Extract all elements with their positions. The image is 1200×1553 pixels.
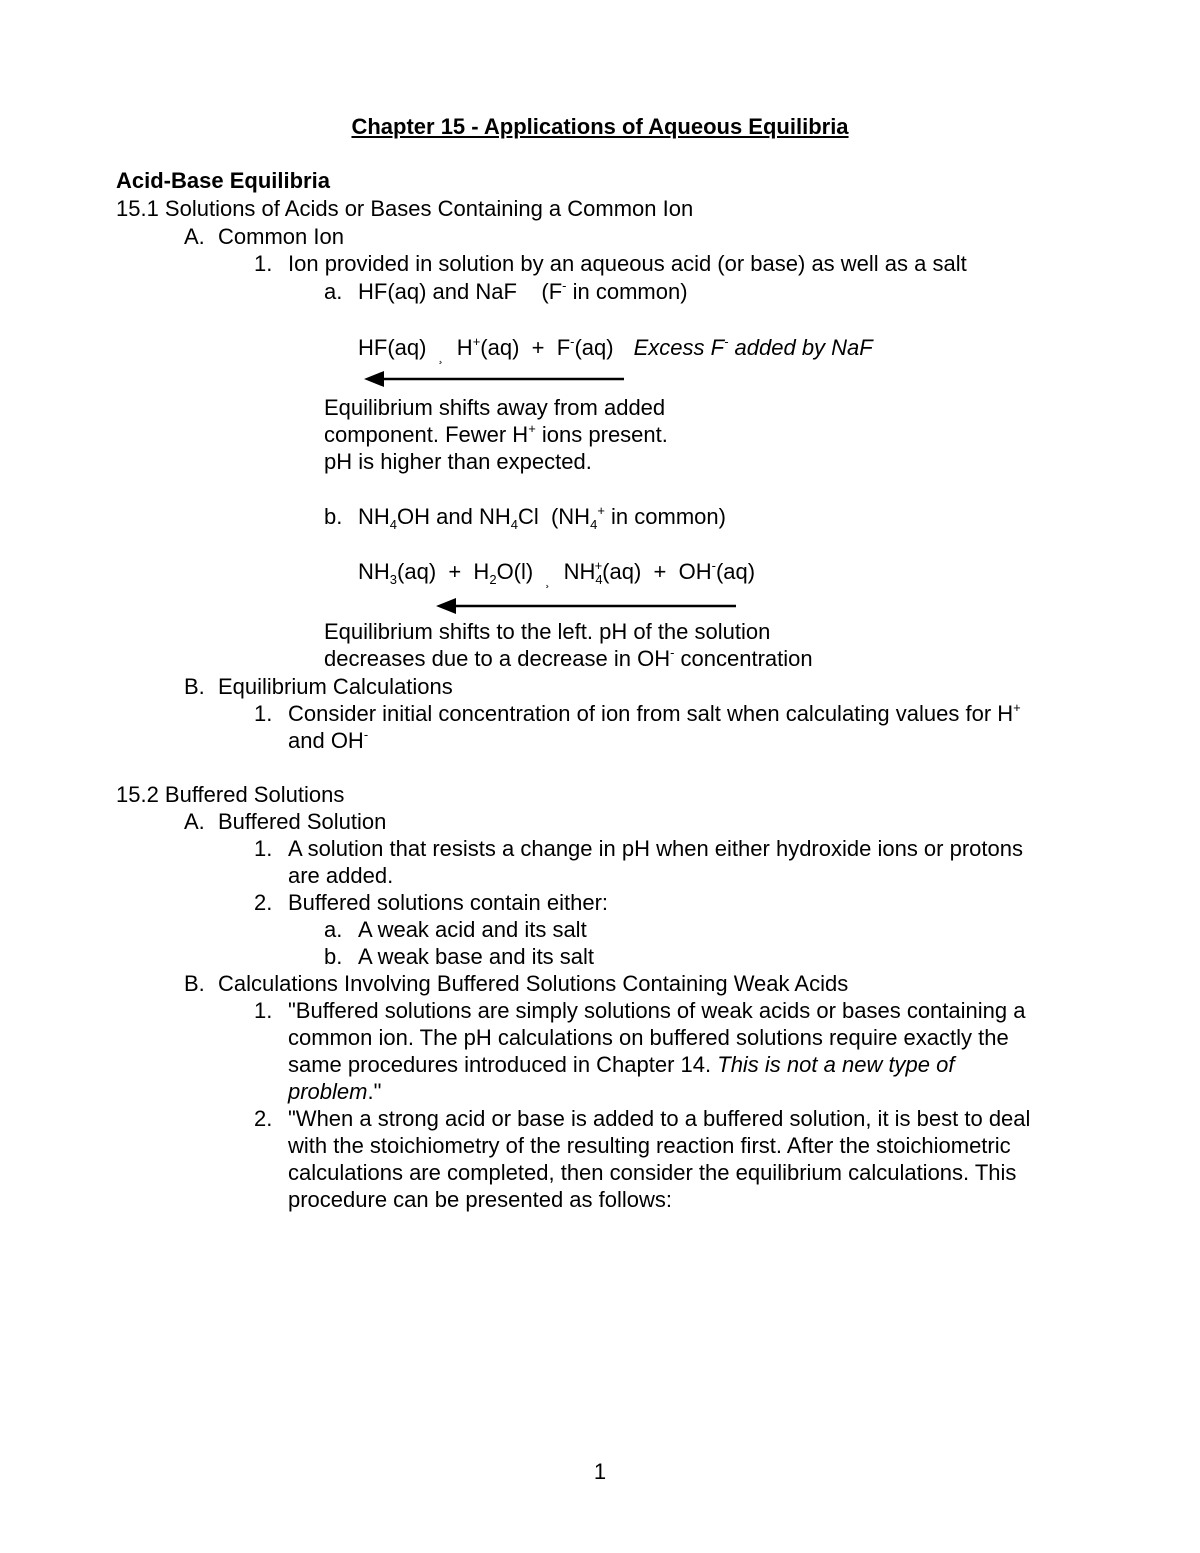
list-text: HF(aq) and NaF (F- in common) bbox=[358, 278, 688, 304]
heading-15-1: 15.1 Solutions of Acids or Bases Containing a Common Ion bbox=[116, 196, 694, 221]
left-arrow-icon bbox=[364, 369, 626, 389]
list-label: B. bbox=[184, 971, 205, 996]
list-text: Buffered Solution bbox=[218, 809, 387, 834]
list-text: Ion provided in solution by an aqueous acid (or base) as well as a salt bbox=[288, 251, 967, 276]
page-title: Chapter 15 - Applications of Aqueous Equilibria bbox=[351, 114, 849, 139]
list-label: A. bbox=[184, 809, 205, 834]
item-15-2-B-1-line2: common ion. The pH calculations on buffered solutions require exactly the bbox=[288, 1025, 1009, 1050]
list-text: A weak acid and its salt bbox=[358, 917, 587, 942]
heading-15-2: 15.2 Buffered Solutions bbox=[116, 782, 345, 807]
list-label: b. bbox=[324, 944, 343, 969]
list-text: "Buffered solutions are simply solutions of weak acids or bases containing a bbox=[288, 998, 1026, 1023]
item-15-2-B-2-line4: procedure can be presented as follows: bbox=[288, 1187, 673, 1212]
list-label: 2. bbox=[254, 1106, 273, 1131]
item-15-1-a bbox=[324, 278, 688, 305]
list-text: A weak base and its salt bbox=[358, 944, 595, 969]
left-arrow-icon bbox=[436, 596, 738, 616]
list-text: Buffered solutions contain either: bbox=[288, 890, 609, 915]
list-label: B. bbox=[184, 674, 205, 699]
explain-nh3-1: Equilibrium shifts to the left. pH of the solution bbox=[324, 619, 771, 644]
explain-hf-1: Equilibrium shifts away from added bbox=[324, 395, 666, 420]
equilibrium-symbol: ¸ bbox=[438, 349, 443, 364]
item-15-2-B-1-line4: problem." bbox=[288, 1079, 382, 1104]
equation-note: Excess F- added by NaF bbox=[633, 334, 873, 360]
list-text: Equilibrium Calculations bbox=[218, 674, 453, 699]
item-15-2-B-2-line3: calculations are completed, then consider the equilibrium calculations. This bbox=[288, 1160, 1017, 1185]
explain-nh3-2: decreases due to a decrease in OH- concentration bbox=[324, 645, 813, 671]
list-label: a. bbox=[324, 917, 343, 942]
explain-hf-3: pH is higher than expected. bbox=[324, 449, 592, 474]
item-15-2-B-2-line2: with the stoichiometry of the resulting reaction first. After the stoichiometric bbox=[288, 1133, 1011, 1158]
item-15-1-B-1 bbox=[254, 700, 1021, 727]
list-text: A solution that resists a change in pH when either hydroxide ions or protons bbox=[288, 836, 1023, 861]
list-label: 1. bbox=[254, 701, 273, 726]
list-text: "When a strong acid or base is added to a buffered solution, it is best to deal bbox=[288, 1106, 1031, 1131]
item-15-2-A bbox=[184, 809, 387, 835]
section-heading: Acid-Base Equilibria bbox=[116, 168, 330, 193]
item-15-2-A-2-b bbox=[324, 944, 595, 970]
list-label: 1. bbox=[254, 998, 273, 1023]
explain-hf-2: component. Fewer H+ ions present. bbox=[324, 421, 668, 447]
list-text: Calculations Involving Buffered Solutions Containing Weak Acids bbox=[218, 971, 849, 996]
item-15-2-A-1-cont: are added. bbox=[288, 863, 394, 888]
list-text: Consider initial concentration of ion from salt when calculating values for H+ bbox=[288, 700, 1021, 726]
item-15-2-B-2 bbox=[254, 1106, 1031, 1132]
item-15-2-A-2-a bbox=[324, 917, 587, 943]
item-15-2-B-1-line3: same procedures introduced in Chapter 14. This is not a new type of bbox=[288, 1052, 955, 1077]
list-text: $NH_4OH$ and $NH_4Cl$ ($NH_4^+$ in common) bbox=[358, 503, 726, 532]
list-label: b. bbox=[324, 504, 343, 529]
item-15-1-b bbox=[324, 503, 726, 532]
list-label: 1. bbox=[254, 836, 273, 861]
list-label: 2. bbox=[254, 890, 273, 915]
list-label: 1. bbox=[254, 251, 273, 276]
item-15-2-B-1 bbox=[254, 998, 1026, 1024]
item-15-2-A-1 bbox=[254, 836, 1023, 862]
item-15-1-B-1-cont: and OH- bbox=[288, 727, 369, 753]
page-number: 1 bbox=[593, 1459, 607, 1484]
equilibrium-symbol: ¸ bbox=[545, 573, 550, 588]
equation-nh3: $NH_3(aq) + H_2O(l)$ $_¸$ $NH_4^+(aq) + OH^-(aq)$ bbox=[358, 558, 756, 588]
list-label: A. bbox=[184, 224, 205, 249]
list-label: a. bbox=[324, 279, 343, 304]
item-15-1-A-1 bbox=[254, 251, 967, 277]
item-15-1-B bbox=[184, 674, 453, 700]
item-15-1-A bbox=[184, 224, 344, 250]
item-15-2-B bbox=[184, 971, 849, 997]
equation-hf: HF(aq) $_¸$ H+(aq) + F-(aq) Excess F- added by NaF bbox=[358, 334, 873, 364]
item-15-2-A-2 bbox=[254, 890, 609, 916]
list-text: Common Ion bbox=[218, 224, 344, 249]
